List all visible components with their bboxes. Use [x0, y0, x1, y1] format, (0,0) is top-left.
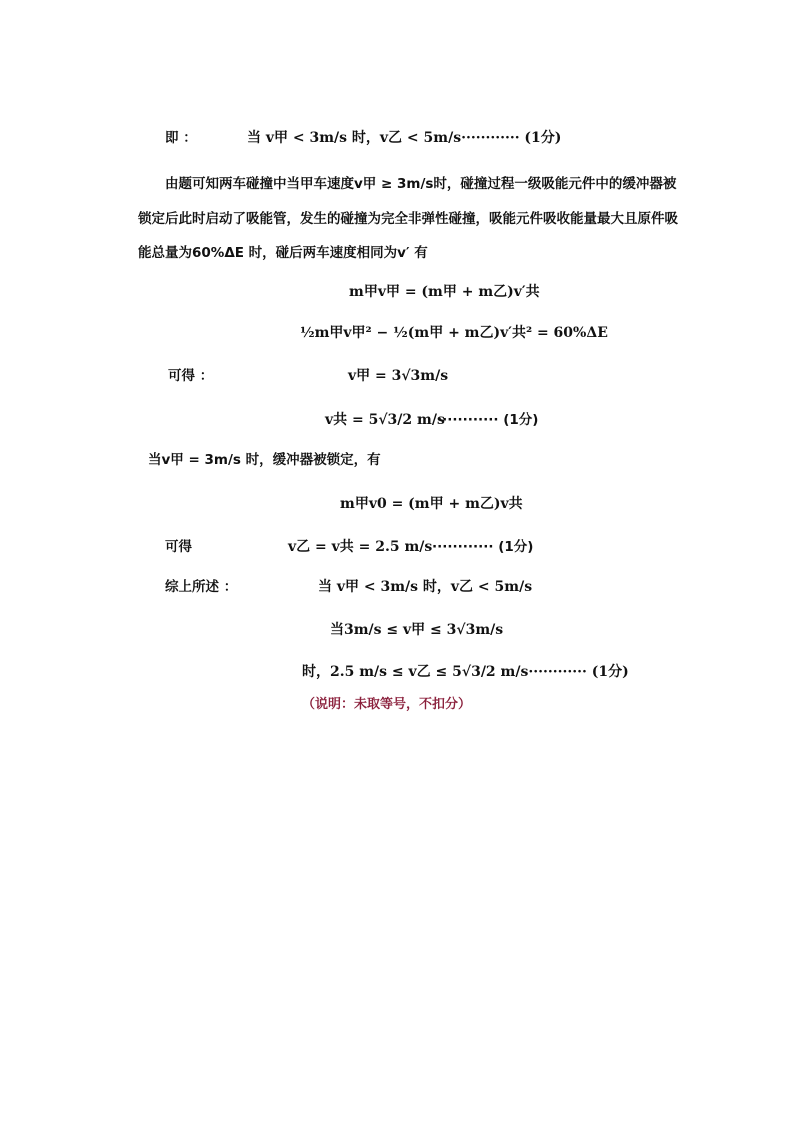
line-derive-label: 可得: [165, 539, 192, 555]
score-mark-2: ············ (1分): [432, 539, 534, 555]
velocity-result: v甲 = 3√3m/s: [348, 368, 449, 384]
line-1-label: 即 ：: [165, 130, 197, 146]
paragraph-line-3: 能总量为60%ΔE 时，碰后两车速度相同为v′ 有: [138, 245, 428, 261]
momentum-equation-1: m甲v甲 = (m甲 + m乙)v′共: [349, 284, 540, 300]
summary-label: 综上所述 ：: [165, 579, 238, 595]
summary-condition-2: 当3m/s ≤ v甲 ≤ 3√3m/s: [330, 622, 504, 638]
buffer-locked-line: 当v甲 = 3m/s 时，缓冲器被锁定，有: [148, 452, 381, 468]
momentum-equation-2: m甲v0 = (m甲 + m乙)v共: [340, 496, 523, 512]
line-result-label: 可得 ：: [168, 368, 214, 384]
summary-condition-1: 当 v甲 < 3m/s 时，v乙 < 5m/s: [318, 579, 533, 595]
grading-note: （说明：未取等号，不扣分）: [302, 697, 472, 712]
common-velocity-result: v共 = 5√3/2 m/s: [325, 412, 445, 428]
score-mark-1: ············ (1分): [437, 412, 539, 428]
energy-equation: ½m甲v甲² − ½(m甲 + m乙)v′共² = 60%ΔE: [300, 325, 608, 341]
paragraph-line-2: 锁定后此时启动了吸能管，发生的碰撞为完全非弹性碰撞，吸能元件吸收能量最大且原件吸: [138, 211, 678, 227]
summary-result-2: 时，2.5 m/s ≤ v乙 ≤ 5√3/2 m/s············ (1分): [302, 664, 629, 680]
line-1-condition: 当 v甲 < 3m/s 时，v乙 < 5m/s············ (1分): [247, 130, 562, 146]
velocity-b-result: v乙 = v共 = 2.5 m/s: [288, 539, 433, 555]
paragraph-line-1: 由题可知两车碰撞中当甲车速度v甲 ≥ 3m/s时，碰撞过程一级吸能元件中的缓冲器被: [165, 176, 677, 192]
